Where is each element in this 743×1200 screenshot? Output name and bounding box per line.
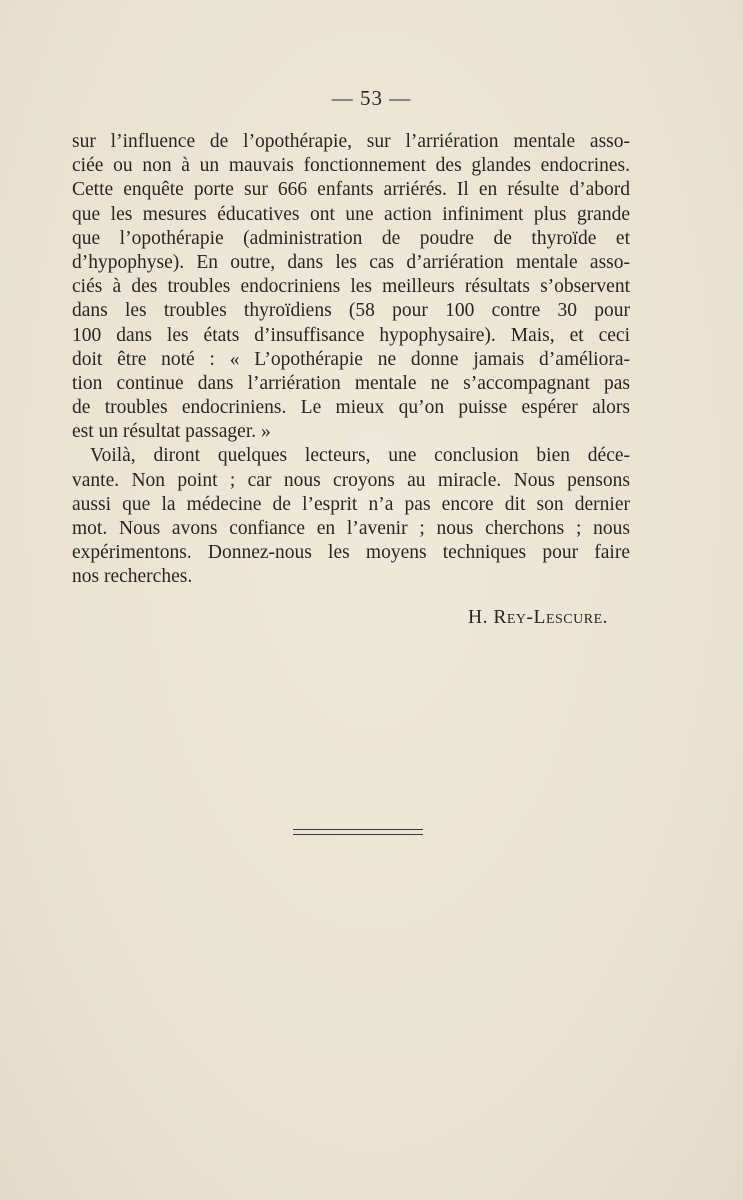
text-line: mot. Nous avons confiance en l’avenir ; nous cherchons ; nous [72, 518, 630, 539]
text-line: Cette enquête porte sur 666 enfants arriérés. Il en résulte d’abord [72, 179, 630, 201]
text-line: ciée ou non à un mauvais fonctionnement des glandes endocrines. [72, 155, 630, 177]
text-line: que les mesures éducatives ont une action infiniment plus grande [72, 203, 630, 225]
text-line: Voilà, diront quelques lecteurs, une conclusion bien déce- [90, 445, 630, 467]
text-line: sur l’influence de l’opothérapie, sur l’arriération mentale asso- [72, 131, 630, 152]
text-line: dans les troubles thyroïdiens (58 pour 100 contre 30 pour [72, 300, 630, 322]
text-line: 100 dans les états d’insuffisance hypophysaire). Mais, et ceci [72, 324, 630, 346]
author-signature [0, 607, 608, 629]
text-line: nos recherches. [72, 566, 193, 588]
author-name: Rey-Lescure. [493, 607, 608, 628]
text-line: expérimentons. Donnez-nous les moyens techniques pour faire [72, 542, 630, 564]
text-line: ciés à des troubles endocriniens les meilleurs résultats s’observent [72, 276, 630, 298]
body-text [72, 130, 630, 590]
text-line: que l’opothérapie (administration de poudre de thyroïde et [72, 227, 630, 249]
text-line: tion continue dans l’arriération mentale ne s’accompagnant pas [72, 372, 630, 394]
section-divider [293, 829, 423, 835]
text-line: aussi que la médecine de l’esprit n’a pas encore dit son dernier [72, 493, 630, 515]
text-line: doit être noté : « L’opothérapie ne donne jamais d’améliora- [72, 348, 630, 370]
text-line: de troubles endocriniens. Le mieux qu’on puisse espérer alors [72, 397, 630, 419]
page-number: — 53 — [331, 86, 412, 110]
text-line: vante. Non point ; car nous croyons au miracle. Nous pensons [72, 469, 630, 491]
text-line: est un résultat passager. » [72, 421, 271, 443]
text-line: d’hypophyse). En outre, dans les cas d’arriération mentale asso- [72, 251, 630, 273]
author-initial: H. [468, 607, 488, 628]
